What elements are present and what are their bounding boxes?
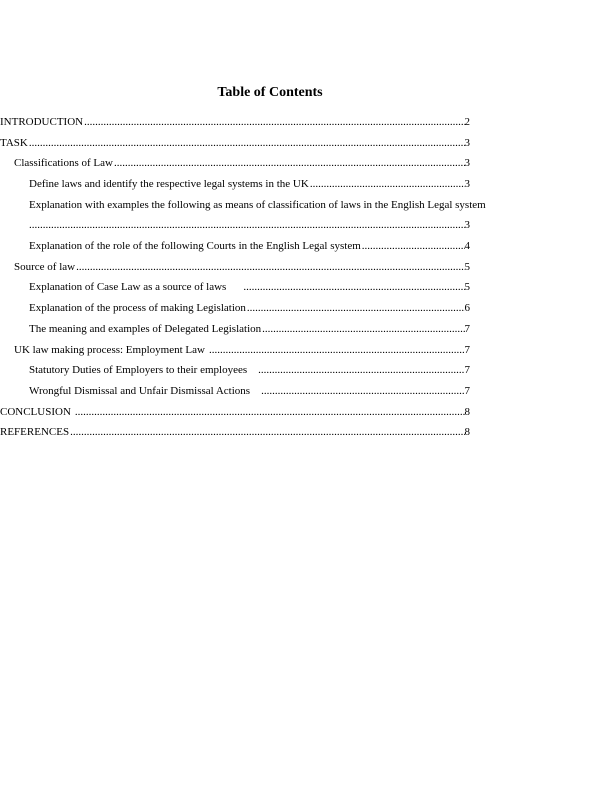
toc-entry-label: Explanation of the process of making Legislation [29, 302, 246, 314]
toc-entry-label: Define laws and identify the respective legal systems in the UK [29, 178, 309, 190]
toc-entry-introduction[interactable] [0, 115, 470, 129]
toc-entry-wrongful-dismissal[interactable] [0, 384, 470, 398]
toc-entry-page: 7 [464, 323, 470, 335]
dot-leader [247, 301, 465, 315]
toc-entry-page: 2 [464, 116, 470, 128]
dot-leader [75, 405, 465, 419]
toc-entry-page: 7 [464, 385, 470, 397]
toc-entry-page: 3 [464, 137, 470, 149]
toc-entry-label: The meaning and examples of Delegated Legislation [29, 323, 262, 335]
toc-entry-label: CONCLUSION [0, 406, 71, 418]
dot-leader [70, 425, 464, 439]
toc-entry-label: REFERENCES [0, 426, 70, 438]
toc-entry-label: Statutory Duties of Employers to their employees [29, 364, 248, 376]
toc-entry-page: 7 [464, 364, 470, 376]
toc-entry-uk-law-making-process[interactable] [0, 343, 470, 357]
dot-leader [310, 177, 465, 191]
toc-entry-label: TASK [0, 137, 28, 149]
toc-entry-classification-examples[interactable] [29, 198, 541, 231]
toc-entry-case-law[interactable] [0, 280, 470, 294]
toc-entry-role-of-courts[interactable] [0, 239, 470, 253]
toc-entry-page: 6 [464, 302, 470, 314]
toc-entry-label: Explanation with examples the following as means of classification of laws in the English Legal system [29, 199, 486, 211]
toc-entry-define-laws[interactable] [0, 177, 470, 191]
toc-entry-classifications-of-law[interactable] [0, 156, 470, 170]
dot-leader [243, 280, 464, 294]
toc-entry-task[interactable] [0, 136, 470, 150]
toc-entry-page: 3 [464, 178, 470, 190]
toc-entry-label: Classifications of Law [14, 157, 113, 169]
toc-entry-source-of-law[interactable] [0, 260, 470, 274]
dot-leader [76, 260, 464, 274]
toc-entry-delegated-legislation[interactable] [0, 322, 470, 336]
toc-entry-label: Wrongful Dismissal and Unfair Dismissal Actions [29, 385, 251, 397]
toc-title: Table of Contents [217, 85, 323, 100]
toc-entry-page: 5 [464, 281, 470, 293]
toc-entry-conclusion[interactable] [0, 405, 470, 419]
dot-leader [258, 363, 464, 377]
toc-entry-statutory-duties[interactable] [0, 363, 470, 377]
toc-entry-label: Explanation of the role of the following Courts in the English Legal system [29, 240, 361, 252]
dot-leader [29, 218, 465, 232]
toc-entry-page: 8 [464, 406, 470, 418]
dot-leader [209, 343, 465, 357]
dot-leader [29, 136, 465, 150]
toc-entry-label: Explanation of Case Law as a source of laws [29, 281, 227, 293]
dot-leader [261, 384, 464, 398]
toc-entry-page: 4 [464, 240, 470, 252]
toc-entry-references[interactable] [0, 425, 470, 439]
dot-leader [114, 156, 465, 170]
toc-entry-label: UK law making process: Employment Law [14, 344, 205, 356]
toc-entry-page: 3 [464, 157, 470, 169]
toc-entry-label: Source of law [14, 261, 76, 273]
toc-entry-page: 7 [464, 344, 470, 356]
toc-entry-making-legislation[interactable] [0, 301, 470, 315]
toc-entry-label: INTRODUCTION [0, 116, 84, 128]
toc-entry-page: 5 [464, 261, 470, 273]
dot-leader [362, 239, 465, 253]
dot-leader [262, 322, 464, 336]
dot-leader [84, 115, 464, 129]
toc-entry-page: 8 [464, 426, 470, 438]
toc-entry-page: 3 [464, 219, 470, 231]
